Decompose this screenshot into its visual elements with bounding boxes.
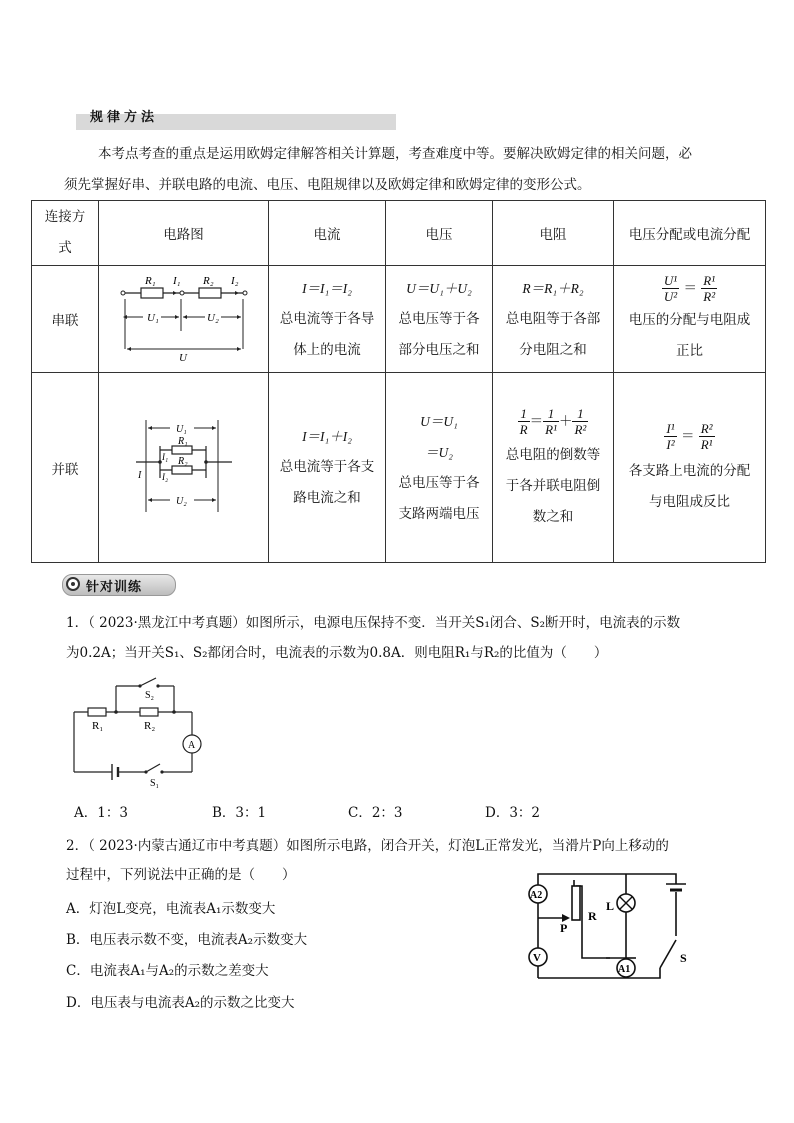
series-U2-label: U₂ xyxy=(206,312,219,324)
header-connection-line2: 式 xyxy=(58,240,72,256)
parallel-res-frac-3-num: 1 xyxy=(572,406,588,422)
parallel-ratio-right xyxy=(699,421,715,452)
intro-line-2: 须先掌握好串、并联电路的电流、电压、电阻规律以及欧姆定律和欧姆定律的变形公式。 xyxy=(64,177,591,193)
parallel-res-frac-1-den: R xyxy=(519,421,528,437)
series-ratio-left-den: U² xyxy=(663,288,678,304)
series-resistance-desc-1: 总电阻等于各部 xyxy=(505,310,601,327)
series-circuit-diagram xyxy=(119,269,249,365)
parallel-resistance-desc-1: 总电阻的倒数等 xyxy=(505,447,601,464)
parallel-ratio-right-den: R¹ xyxy=(700,437,713,453)
series-ratio-right-num: R¹ xyxy=(703,272,716,288)
parallel-R1-label: R₁ xyxy=(177,435,188,447)
series-R2-label: R₂ xyxy=(202,275,214,287)
parallel-resistance-cell xyxy=(493,373,614,563)
series-label: 串联 xyxy=(32,266,99,373)
series-I1-label: I₁ xyxy=(172,275,180,287)
parallel-voltage-formula-1: U＝U₁ xyxy=(420,413,458,429)
series-ratio-left xyxy=(662,273,679,304)
intro-line-1: 本考点考查的重点是运用欧姆定律解答相关计算题，考查难度中等。要解决欧姆定律的相关问题，必 xyxy=(98,146,692,162)
parallel-current-formula: I＝I₁＋I₂ xyxy=(302,429,352,444)
q1-R2-label: R₂ xyxy=(144,720,156,732)
parallel-ratio-left xyxy=(664,421,676,452)
series-resistance-cell xyxy=(493,266,614,373)
parallel-ratio-left-den: I² xyxy=(666,437,675,453)
q2-R-label: R xyxy=(588,909,597,923)
parallel-I1-label: I₁ xyxy=(161,451,168,462)
series-distribution-desc-1: 电压的分配与电阻成 xyxy=(628,312,751,329)
q1-option-b[interactable]: B．3：1 xyxy=(212,805,267,821)
parallel-row xyxy=(32,373,766,563)
q2-option-b[interactable]: B．电压表示数不变，电流表A₂示数变大 xyxy=(66,932,308,948)
header-distribution: 电压分配或电流分配 xyxy=(614,201,766,266)
parallel-R2-label: R₂ xyxy=(177,455,188,467)
parallel-resistance-desc-3: 数之和 xyxy=(532,509,574,526)
series-current-formula: I＝I₁＝I₂ xyxy=(302,280,352,296)
q2-option-a[interactable]: A．灯泡L变亮，电流表A₁示数变大 xyxy=(66,901,276,917)
q1-line-1: 1．（ 2023·黑龙江中考真题）如图所示，电源电压保持不变．当开关S₁闭合、S₂断开时，电流表的示数 xyxy=(66,615,681,631)
parallel-ratio-right-num: R² xyxy=(700,421,713,437)
series-distribution-cell xyxy=(614,266,766,373)
parallel-current-cell xyxy=(269,373,386,563)
q2-S-label: S xyxy=(680,951,687,965)
parallel-res-frac-1 xyxy=(518,406,530,437)
parallel-res-frac-1-num: 1 xyxy=(518,406,530,422)
series-U1-label: U₁ xyxy=(146,312,159,324)
parallel-voltage-desc-2: 支路两端电压 xyxy=(398,505,480,522)
q2-line-2: 过程中，下列说法中正确的是（ ） xyxy=(66,867,296,883)
q2-L-label: L xyxy=(606,899,615,913)
header-diagram: 电路图 xyxy=(99,201,269,266)
q1-option-c[interactable]: C．2：3 xyxy=(348,805,403,821)
series-row xyxy=(32,266,766,373)
q1-option-a[interactable]: A．1：3 xyxy=(74,805,128,821)
series-current-desc-1: 总电流等于各导 xyxy=(279,310,375,327)
target-icon xyxy=(66,577,80,591)
parallel-ratio-left-num: I¹ xyxy=(666,421,675,437)
series-voltage-desc-2: 部分电压之和 xyxy=(398,341,480,358)
parallel-diagram-cell xyxy=(99,373,269,563)
parallel-ratio-formula: $\frac{\text{I¹}}{\text{I²}}$ ＝ $\frac{\text{R²}}{\text{R¹}}$ xyxy=(666,421,713,453)
header-connection xyxy=(32,201,99,266)
q2-line-1: 2．（ 2023·内蒙古通辽市中考真题）如图所示电路，闭合开关，灯泡L正常发光，当滑片P向上移动的 xyxy=(66,838,669,854)
series-voltage-cell xyxy=(386,266,493,373)
table-header-row xyxy=(32,201,766,266)
parallel-voltage-formula-2: ＝U₂ xyxy=(425,444,453,460)
header-resistance: 电阻 xyxy=(493,201,614,266)
parallel-distribution-desc-2: 与电阻成反比 xyxy=(649,493,730,510)
rules-table xyxy=(31,200,766,563)
parallel-res-frac-2 xyxy=(543,406,559,437)
series-resistance-formula: R＝R₁＋R₂ xyxy=(522,280,584,296)
parallel-current-desc-2: 路电流之和 xyxy=(293,490,361,506)
series-ratio-right xyxy=(701,273,717,304)
parallel-distribution-cell xyxy=(614,373,766,563)
q2-A1-label: A1 xyxy=(618,964,631,975)
parallel-circuit-diagram xyxy=(134,416,234,516)
parallel-current-desc-1: 总电流等于各支 xyxy=(279,459,375,475)
parallel-resistance-desc-2: 于各并联电阻倒 xyxy=(505,478,601,495)
parallel-U2-label: U₂ xyxy=(175,495,187,507)
parallel-distribution-desc-1: 各支路上电流的分配 xyxy=(628,462,751,479)
q1-S1-label: S₁ xyxy=(150,778,160,788)
series-R1-label: R₁ xyxy=(144,275,156,287)
q1-line-2: 为0.2A；当开关S₁、S₂都闭合时，电流表的示数为0.8A．则电阻R₁与R₂的比值为（ ） xyxy=(66,645,608,661)
parallel-res-frac-3 xyxy=(572,406,588,437)
q1-switch-icon xyxy=(146,764,160,772)
q2-P-label: P xyxy=(560,921,568,935)
q1-R1-label: R₁ xyxy=(92,720,104,732)
series-ratio-right-den: R² xyxy=(703,288,716,304)
practice-title: 针对训练 xyxy=(86,580,143,595)
q2-circuit-diagram xyxy=(520,868,700,988)
header-current: 电流 xyxy=(269,201,386,266)
q1-circuit-diagram xyxy=(70,676,220,788)
parallel-label: 并联 xyxy=(32,373,99,563)
q2-option-c[interactable]: C．电流表A₁与A₂的示数之差变大 xyxy=(66,963,269,979)
parallel-I-label: I xyxy=(137,469,141,481)
q2-rheostat-icon xyxy=(572,886,580,920)
q1-option-d[interactable]: D．3：2 xyxy=(485,805,541,821)
series-ratio-left-num: U¹ xyxy=(663,272,678,288)
q1-S2-label: S₂ xyxy=(145,690,155,701)
header-voltage: 电压 xyxy=(386,201,493,266)
q1-ammeter-label: A xyxy=(188,740,196,751)
section-title: 规律方法 xyxy=(90,110,159,125)
parallel-res-frac-3-den: R² xyxy=(574,421,587,437)
series-voltage-formula: U＝U₁＋U₂ xyxy=(406,280,472,296)
header-connection-line1: 连接方 xyxy=(44,209,86,225)
parallel-res-frac-2-num: 1 xyxy=(543,406,559,422)
q2-option-d[interactable]: D．电压表与电流表A₂的示数之比变大 xyxy=(66,995,295,1011)
parallel-U1-label: U₁ xyxy=(175,423,187,435)
parallel-resistance-formula: $\frac{1}{R}$ ＝ $\frac{1}{\text{R¹}}$ ＋ $\frac{1}{\text{R²}}$ xyxy=(519,405,587,437)
parallel-I2-label: I₂ xyxy=(161,471,168,482)
series-resistance-desc-2: 分电阻之和 xyxy=(519,341,587,358)
series-diagram-cell xyxy=(99,266,269,373)
series-U-label: U xyxy=(178,352,187,364)
series-distribution-desc-2: 正比 xyxy=(676,343,703,360)
series-current-cell xyxy=(269,266,386,373)
series-I2-label: I₂ xyxy=(230,275,238,287)
series-current-desc-2: 体上的电流 xyxy=(293,341,361,358)
parallel-res-frac-2-den: R¹ xyxy=(545,421,557,437)
q2-V-label: V xyxy=(533,952,541,964)
series-voltage-desc-1: 总电压等于各 xyxy=(398,310,480,327)
series-ratio-formula: $\frac{\text{U¹}}{\text{U²}}$ ＝ $\frac{\text{R¹}}{\text{R²}}$ xyxy=(663,272,716,304)
parallel-voltage-desc-1: 总电压等于各 xyxy=(398,474,480,491)
q2-A2-label: A2 xyxy=(530,890,543,901)
parallel-voltage-cell xyxy=(386,373,493,563)
